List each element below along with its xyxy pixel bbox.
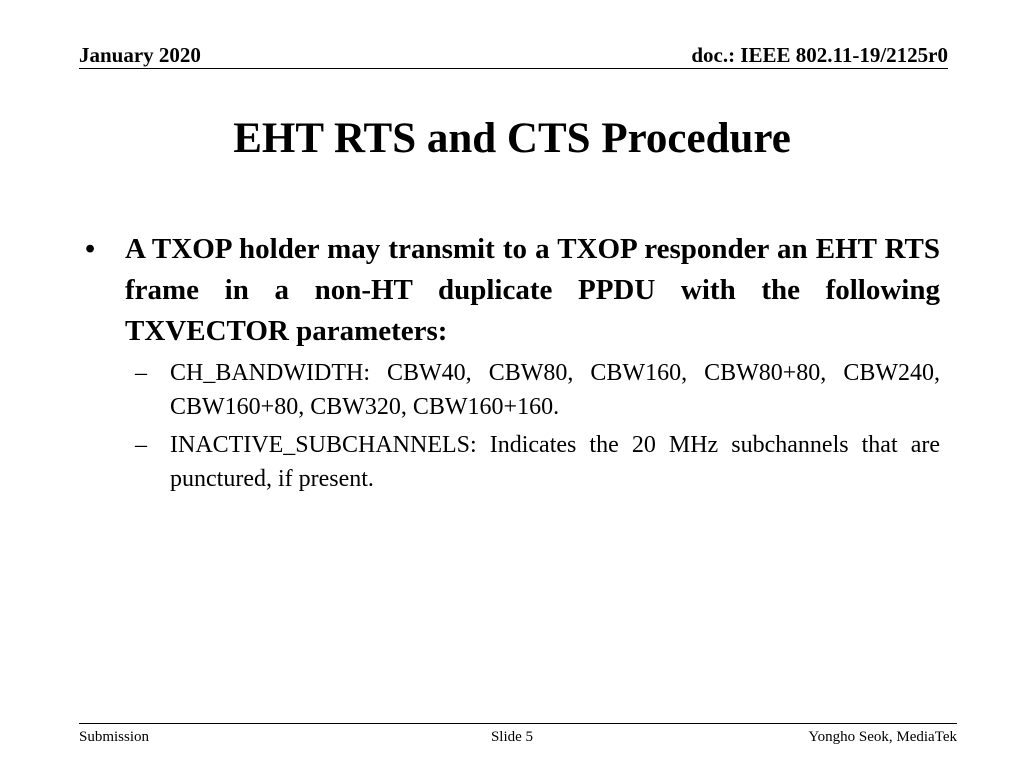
bullet-text: A TXOP holder may transmit to a TXOP responder an EHT RTS frame in a non-HT duplicate PPDU with the following TXVECTOR parameters: (125, 233, 940, 347)
footer-author: Yongho Seok, MediaTek (808, 729, 957, 745)
sub-bullet-text: CH_BANDWIDTH: CBW40, CBW80, CBW160, CBW80+80, CBW240, CBW160+80, CBW320, CBW160+160. (170, 360, 940, 420)
sub-bullet-text: INACTIVE_SUBCHANNELS: Indicates the 20 MHz subchannels that are punctured, if present. (170, 432, 940, 492)
slide-title: EHT RTS and CTS Procedure (233, 115, 791, 162)
sub-bullet-item (85, 356, 940, 424)
sub-bullet-marker: – (135, 360, 147, 386)
header-doc-id: doc.: IEEE 802.11-19/2125r0 (691, 43, 948, 67)
header-divider (79, 68, 948, 69)
bullet-marker: • (85, 233, 96, 265)
slide-content (85, 229, 940, 496)
footer-divider (79, 723, 957, 724)
sub-bullet-item (85, 428, 940, 496)
footer-submission: Submission (79, 729, 150, 745)
header-date: January 2020 (79, 43, 201, 67)
bullet-item (85, 229, 940, 352)
sub-bullet-marker: – (135, 432, 147, 458)
footer-slide-number: Slide 5 (490, 729, 534, 745)
